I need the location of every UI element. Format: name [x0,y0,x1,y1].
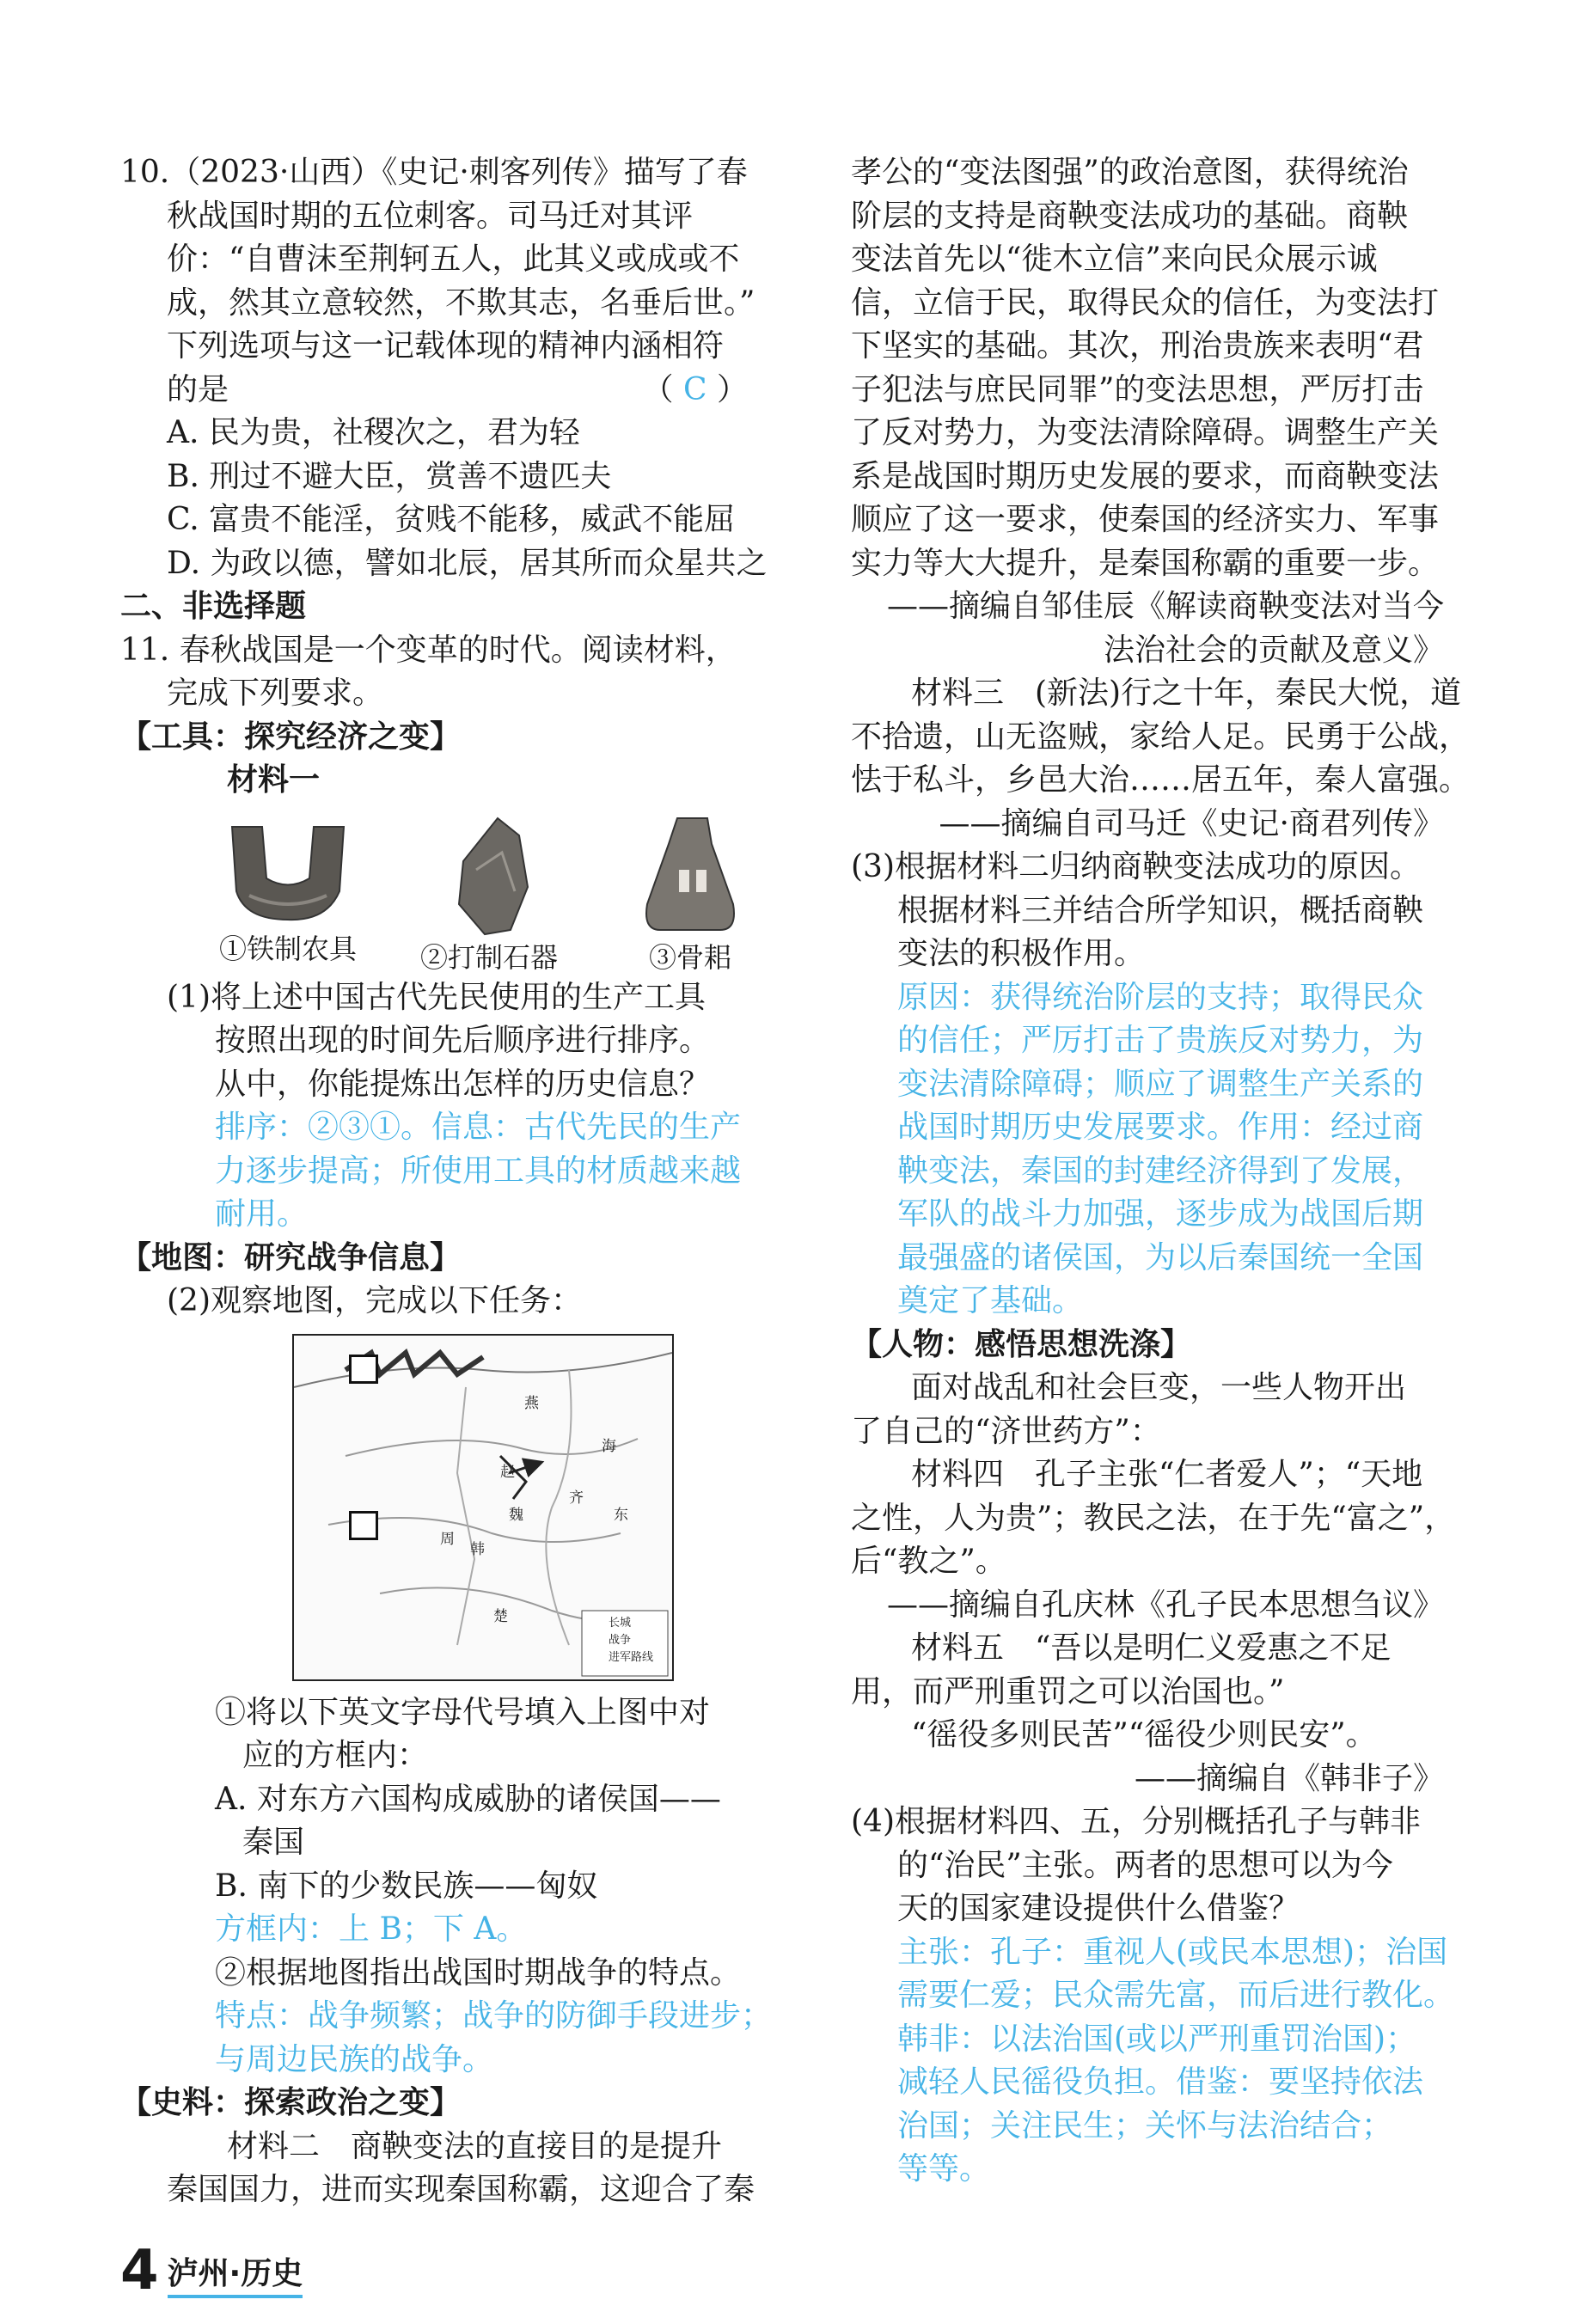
map-label-qi: 齐 [569,1489,584,1507]
q3-answer-1: 原因：获得统治阶层的支持；取得民众 [897,979,1424,1015]
material2-cont-4: 信，立信于民，取得民众的信任，为变法打 [851,284,1440,321]
q10-line-1: 10.（2023·山西）《史记·刺客列传》描写了春 [120,155,748,190]
material4-line-2: 之性，人为贵”；教民之法，在于先“富之”， [851,1500,1456,1536]
q2-answer-1: 方框内：上 B；下 A。 [215,1911,528,1947]
material3-line-3: 怯于私斗，乡邑大治……居五年，秦人富强。 [851,762,1471,798]
left-column [120,151,773,2212]
bracket-close: ） [716,371,748,407]
q3-line-2: 根据材料三并结合所学知识，概括商鞅 [897,892,1424,928]
map-label-hai: 海 [602,1437,616,1455]
material2-line-2: 秦国国力，进而实现秦国称霸，这迎合了秦 [167,2172,755,2207]
q10-option-c: C. 富贵不能淫，贫贱不能移，威武不能屈 [167,502,736,537]
q3-answer-5: 鞅变法，秦国的封建经济得到了发展， [897,1153,1424,1189]
q3-line-3: 变法的积极作用。 [897,936,1146,971]
q2-answer-2-line-2: 与周边民族的战争。 [215,2041,494,2077]
map-header: 【地图：研究战争信息】 [120,1239,462,1275]
bone-spade-icon [617,810,763,939]
material2-cont-6: 子犯法与庶民同罪”的变法思想，严厉打击 [851,371,1424,407]
q3-answer-6: 军队的战斗力加强，逐步成为战国后期 [897,1196,1424,1232]
q10-option-a: A. 民为贵，社稷次之，君为轻 [167,415,580,450]
q11-line-2: 完成下列要求。 [167,676,384,711]
q1-answer-2: 力逐步提高；所使用工具的材质越来越 [215,1153,742,1189]
material2-line-1: 材料二 商鞅变法的直接目的是提升 [227,2128,723,2164]
map-label-chu: 楚 [493,1607,508,1625]
q4-answer-5: 治国；关注民生；关怀与法治结合； [897,2107,1393,2144]
warring-states-map [292,1334,674,1681]
q1-line-2: 按照出现的时间先后顺序进行排序。 [215,1023,711,1058]
map-legend-2: 战争 [609,1633,632,1647]
material4-line-3: 后“教之”。 [851,1544,1006,1579]
q4-line-1: (4)根据材料四、五，分别概括孔子与韩非 [851,1804,1421,1839]
stone-tool-icon [416,810,562,939]
book-brand: 泸州·历史 [168,2255,303,2298]
material5-line-3: “徭役多则民苦”“徭役少则民安”。 [911,1717,1377,1752]
material2-cont-10: 实力等大大提升，是秦国称霸的重要一步。 [851,545,1440,581]
tool-label-3: ③骨耜 [648,940,731,974]
tool-label-1: ①铁制农具 [218,932,357,965]
q10-line-3: 价：“自曹沫至荆轲五人，此其义或成或不 [167,242,740,277]
material2-cont-8: 系是战国时期历史发展的要求，而商鞅变法 [851,458,1440,494]
q1-line-3: 从中，你能提炼出怎样的历史信息？ [215,1066,711,1102]
tool-item-iron [215,810,361,976]
bracket-open: （ [642,371,674,407]
q2-task1-line-1: ①将以下英文字母代号填入上图中对 [215,1694,711,1730]
tool-item-bone [617,810,763,976]
map-legend-1: 长城 [609,1616,632,1630]
q3-answer-2: 的信任；严厉打击了贵族反对势力，为 [897,1023,1424,1058]
people-header: 【人物：感悟思想洗涤】 [851,1326,1192,1362]
q2-task1-line-2: 应的方框内： [242,1738,429,1773]
material3-line-1: 材料三 (新法)行之十年，秦民大悦，道 [911,676,1462,711]
material3-line-2: 不拾遗，山无盗贼，家给人足。民勇于公战， [851,719,1471,755]
q3-line-1: (3)根据材料二归纳商鞅变法成功的原因。 [851,849,1421,884]
people-intro-2: 了自己的“济世药方”： [851,1413,1161,1449]
map-label-wei: 魏 [509,1506,523,1524]
iron-tool-icon [215,810,361,930]
q10-line-4: 成，然其立意较然，不欺其志，名垂后世。” [167,284,755,321]
tool-label-2: ②打制石器 [419,940,558,974]
people-intro-1: 面对战乱和社会巨变，一些人物开出 [911,1370,1407,1405]
material2-cont-1: 孝公的“变法图强”的政治意图，获得统治 [851,155,1409,190]
q2-option-a-2: 秦国 [242,1825,305,1860]
map-label-zhao: 赵 [500,1463,515,1481]
material4-source: ——摘编自孔庆林《孔子民本思想刍议》 [886,1587,1444,1623]
material4-line-1: 材料四 孔子主张“仁者爱人”；“天地 [911,1457,1423,1492]
material2-cont-7: 了反对势力，为变法清除障碍。调整生产关 [851,415,1440,450]
q1-answer-1: 排序：②③①。信息：古代先民的生产 [215,1110,742,1145]
shiliao-header: 【史料：探索政治之变】 [120,2085,462,2120]
q2-option-b: B. 南下的少数民族——匈奴 [215,1868,598,1904]
map-answer-box-top[interactable] [349,1355,378,1384]
material2-cont-3: 变法首先以“徙木立信”来向民众展示诚 [851,242,1378,277]
material2-cont-5: 下坚实的基础。其次，刑治贵族来表明“君 [851,328,1424,364]
q10-last-line [120,369,748,413]
material2-source-2: 法治社会的贡献及意义》 [1103,632,1444,668]
material2-source-1: ——摘编自邹佳辰《解读商鞅变法对当今 [886,589,1444,624]
section-heading: 二、非选择题 [120,589,307,624]
q1-line-1: (1)将上述中国古代先民使用的生产工具 [167,979,706,1015]
q3-answer-4: 战国时期历史发展要求。作用：经过商 [897,1110,1424,1145]
map-answer-box-bottom[interactable] [349,1511,378,1540]
material5-line-1: 材料五 “吾以是明仁义爱惠之不足 [911,1630,1392,1666]
q1-answer-3: 耐用。 [215,1196,309,1232]
q10-answer-bracket [643,369,748,413]
map-label-dong: 东 [614,1506,628,1524]
material2-cont-9: 顺应了这一要求，使秦国的经济实力、军事 [851,502,1440,537]
q4-answer-1: 主张：孔子：重视人(或民本思想)；治国 [897,1934,1448,1970]
map-label-zhou: 周 [440,1530,455,1548]
tools-header: 【工具：探究经济之变】 [120,719,462,755]
q4-answer-2: 需要仁爱；民众需先富，而后进行教化。 [897,1978,1455,2013]
q4-line-3: 天的国家建设提供什么借鉴？ [897,1891,1300,1926]
q3-answer-7: 最强盛的诸侯国，为以后秦国统一全国 [897,1239,1424,1275]
material2-cont-2: 阶层的支持是商鞅变法成功的基础。商鞅 [851,198,1409,234]
right-column [851,151,1471,2192]
q10-line-5: 下列选项与这一记载体现的精神内涵相符 [167,328,725,364]
page-number: 4 [120,2239,159,2303]
page-footer [120,2239,303,2303]
q4-answer-3: 韩非：以法治国(或以严刑重罚治国)； [897,2021,1417,2057]
q10-option-d: D. 为政以德，譬如北辰，居其所而众星共之 [167,545,768,581]
tools-figure [120,810,748,976]
q10-line-2: 秋战国时期的五位刺客。司马迁对其评 [167,198,694,234]
q3-answer-3: 变法清除障碍；顺应了调整生产关系的 [897,1066,1424,1102]
material3-source: ——摘编自司马迁《史记·商君列传》 [939,805,1444,841]
material5-source: ——摘编自《韩非子》 [1134,1760,1444,1796]
q4-line-2: 的“治民”主张。两者的思想可以为今 [897,1847,1393,1883]
map-label-han: 韩 [470,1540,485,1558]
q11-line-1: 11. 春秋战国是一个变革的时代。阅读材料， [120,632,737,668]
material5-line-2: 用，而严刑重罚之可以治国也。” [851,1673,1285,1709]
q4-answer-6: 等等。 [897,2151,991,2186]
map-label-yan: 燕 [524,1394,539,1412]
q10-last-text: 的是 [167,371,229,407]
tool-item-stone [416,810,562,976]
q2-option-a-1: A. 对东方六国构成威胁的诸侯国—— [215,1781,721,1817]
q3-answer-8: 奠定了基础。 [897,1283,1084,1318]
material1-title: 材料一 [227,762,321,798]
q10-answer: C [682,371,707,407]
q2-line: (2)观察地图，完成以下任务： [167,1283,582,1318]
q2-task2: ②根据地图指出战国时期战争的特点。 [215,1954,742,1991]
map-legend-3: 进军路线 [609,1650,654,1664]
q4-answer-4: 减轻人民徭役负担。借鉴：要坚持依法 [897,2064,1424,2100]
q10-option-b: B. 刑过不避大臣，赏善不遗匹夫 [167,458,612,494]
q2-answer-2-line-1: 特点：战争频繁；战争的防御手段进步； [215,1998,773,2034]
